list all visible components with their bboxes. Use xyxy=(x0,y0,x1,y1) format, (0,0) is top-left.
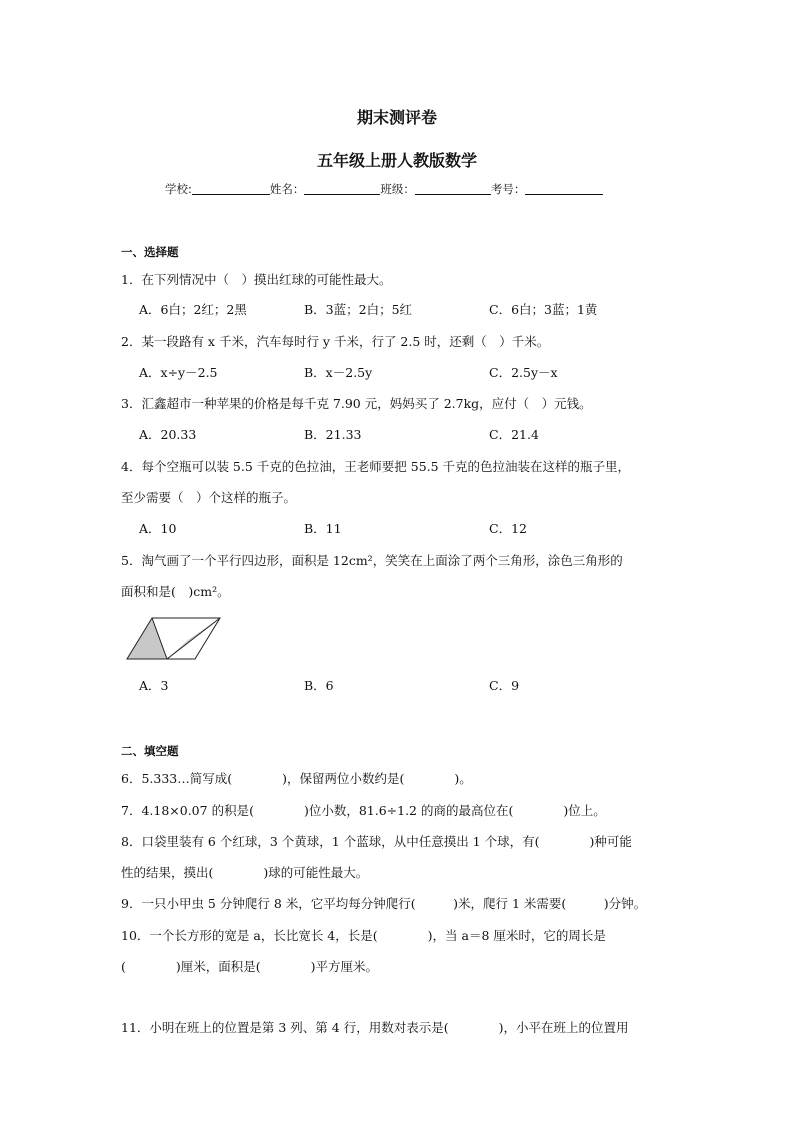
q3-option-c: C．21.4 xyxy=(489,427,539,442)
q2-option-b: B．x－2.5y xyxy=(304,365,373,380)
question-4-line2: 至少需要（ ）个这样的瓶子。 xyxy=(121,490,297,505)
exam-number-blank[interactable] xyxy=(525,182,603,195)
parallelogram-figure xyxy=(124,615,224,663)
question-8-line1: 8．口袋里装有 6 个红球，3 个黄球，1 个蓝球，从中任意摸出 1 个球，有( )种可能 xyxy=(121,834,632,849)
exam-subtitle: 五年级上册人教版数学 xyxy=(316,151,477,170)
school-blank[interactable] xyxy=(192,182,270,195)
q4-option-a: A．10 xyxy=(139,521,177,536)
q3-option-a: A．20.33 xyxy=(139,427,197,442)
info-fields xyxy=(165,181,603,197)
question-5-line2: 面积和是( )cm²。 xyxy=(121,584,230,599)
question-10-line2: ( )厘米，面积是( )平方厘米。 xyxy=(121,959,379,974)
class-blank[interactable] xyxy=(415,182,491,195)
school-label: 学校: xyxy=(165,182,192,196)
q2-option-a: A．x÷y－2.5 xyxy=(139,365,218,380)
q5-option-a: A．3 xyxy=(139,678,169,693)
question-11-line1: 11．小明在班上的位置是第 3 列、第 4 行，用数对表示是( )，小平在班上的位置用 xyxy=(121,1020,629,1035)
q1-option-b: B．3蓝；2白；5红 xyxy=(304,302,413,317)
question-6: 6．5.333…简写成( )，保留两位小数约是( )。 xyxy=(121,771,472,786)
q4-option-c: C．12 xyxy=(489,521,527,536)
question-4-line1: 4．每个空瓶可以装 5.5 千克的色拉油，王老师要把 55.5 千克的色拉油装在这样的瓶子里， xyxy=(121,459,631,474)
section-heading-choice: 一、选择题 xyxy=(121,245,179,259)
question-7: 7．4.18×0.07 的积是( )位小数，81.6÷1.2 的商的最高位在( )位上。 xyxy=(121,803,606,818)
exam-number-label: 考号： xyxy=(490,182,526,196)
section-heading-fill: 二、填空题 xyxy=(121,744,179,758)
q3-option-b: B．21.33 xyxy=(304,427,362,442)
divider-line-2 xyxy=(167,618,220,659)
question-2: 2．某一段路有 x 千米，汽车每时行 y 千米，行了 2.5 时，还剩（ ）千米。 xyxy=(121,334,550,349)
class-label: 班级： xyxy=(380,182,415,196)
question-5-line1: 5．淘气画了一个平行四边形，面积是 12cm²，笑笑在上面涂了两个三角形，涂色三角形的 xyxy=(121,553,623,568)
question-1: 1．在下列情况中（ ）摸出红球的可能性最大。 xyxy=(121,272,392,287)
q5-option-c: C．9 xyxy=(489,678,520,693)
q1-option-a: A．6白；2红；2黑 xyxy=(139,302,247,317)
shaded-triangle-left xyxy=(127,618,167,659)
question-8-line2: 性的结果，摸出( )球的可能性最大。 xyxy=(121,865,369,880)
name-blank[interactable] xyxy=(304,182,380,195)
q2-option-c: C．2.5y－x xyxy=(489,365,558,380)
name-label: 姓名： xyxy=(269,182,305,196)
q4-option-b: B．11 xyxy=(304,521,342,536)
q5-option-b: B．6 xyxy=(304,678,334,693)
question-9: 9．一只小甲虫 5 分钟爬行 8 米，它平均每分钟爬行( )米，爬行 1 米需要( )分钟。 xyxy=(121,896,647,911)
exam-title: 期末测评卷 xyxy=(356,108,437,127)
q1-option-c: C．6白；3蓝；1黄 xyxy=(489,302,598,317)
question-10-line1: 10．一个长方形的宽是 a，长比宽长 4，长是( )，当 a＝8 厘米时，它的周长是 xyxy=(121,928,606,943)
question-3: 3．汇鑫超市一种苹果的价格是每千克 7.90 元，妈妈买了 2.7kg，应付（ ）元钱。 xyxy=(121,396,592,411)
